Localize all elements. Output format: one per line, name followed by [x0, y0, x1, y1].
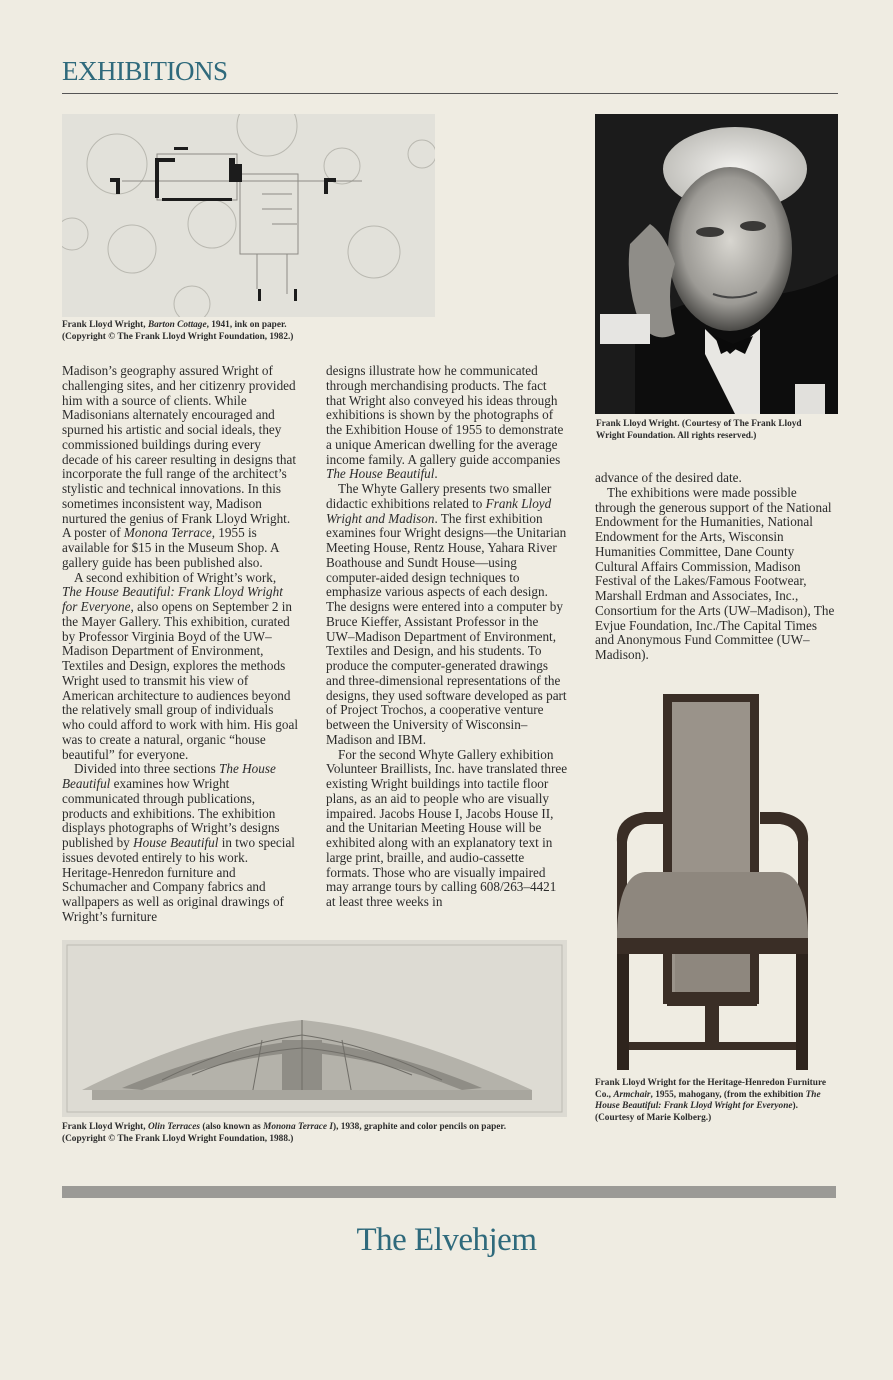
- armchair-caption-line2-mid: , 1955, mahogany, (from the exhibition: [650, 1089, 806, 1100]
- olin-caption-copyright: (Copyright © The Frank Lloyd Wright Foundation, 1988.): [62, 1133, 294, 1144]
- col2-p1-text-a: designs illustrate how he communicated through merchandising products. The fact that Wright also conveyed his ideas through exhibitions is shown by the photographs of the Exhibition House of 1955 to demonstrate a unique American dwelling for the average income family. A gallery guide accompanies: [326, 363, 564, 467]
- barton-cottage-drawing: [62, 114, 435, 317]
- armchair-caption-courtesy: (Courtesy of Marie Kolberg.): [595, 1112, 712, 1123]
- col3-paragraph-1: advance of the desired date.: [595, 470, 742, 485]
- section-title: EXHIBITIONS: [62, 56, 228, 86]
- col1-p3-title2: House Beautiful: [133, 835, 219, 850]
- portrait-caption: [596, 419, 841, 442]
- col1-paragraph-1: [62, 364, 299, 571]
- col2-p2-title: Frank Lloyd Wright and Madison: [326, 495, 552, 526]
- armchair-caption-exhibition-title: House Beautiful: Frank Lloyd Wright for Everyone: [595, 1101, 793, 1112]
- col1-p1-text-b: , 1955 is available for $15 in the Museum Shop. A gallery guide has been published also.: [62, 525, 279, 570]
- col1-p3-text-a: Divided into three sections: [74, 761, 220, 777]
- col1-p2-text-a: A second exhibition of Wright’s work,: [74, 569, 277, 585]
- portrait-caption-line1: Frank Lloyd Wright. (Courtesy of The Frank Lloyd: [596, 419, 802, 429]
- col1-paragraph-2: [62, 571, 299, 763]
- col2-p2-text-b: . The first exhibition examines four Wright designs—the Unitarian Meeting House, Rentz House, Yahara River Boathouse and Sundt House—using computer-aided design techniques to emphasize various aspects of each design. The designs were entered into a computer by Bruce Kieffer, Assistant Professor in the UW–Madison Department of Environment, Textiles and Design, and his students. To produce the computer-generated drawings and three-dimensional representations of the designs, they used software developed as part of Project Trochos, a cooperative venture between the University of Wisconsin–Madison and IBM.: [326, 510, 567, 747]
- armchair-caption-title2: The: [805, 1089, 821, 1100]
- col1-p2-title: The House Beautiful: Frank Lloyd Wright for Everyone: [62, 584, 283, 614]
- col2-p1-text-b: .: [434, 466, 438, 482]
- article-column-2: [326, 364, 568, 910]
- terrace-image: [62, 940, 567, 1117]
- article-column-1: [62, 364, 299, 925]
- col1-paragraph-3: [62, 762, 299, 924]
- armchair-photo: [605, 692, 820, 1072]
- armchair-image: [605, 692, 820, 1072]
- barton-caption: [62, 320, 442, 343]
- floor-plan-image: [62, 114, 435, 317]
- olin-terraces-drawing: [62, 940, 567, 1117]
- col3-paragraph-2: The exhibitions were made possible through the generous support of the National Endowment for the Humanities, National Endowment for the Arts, Wisconsin Humanities Committee, Dane County Cultural Affairs Commission, Madison Festival of the Lakes/Famous Footwear, Marshall Erdman and Associates, Inc., Consortium for the Arts (UW–Madison), The Evjue Foundation, Inc./The Capital Times and Anonymous Fund Committee (UW–Madison).: [595, 484, 835, 662]
- barton-caption-title: Barton Cottage: [147, 320, 207, 330]
- wright-portrait-photo: [595, 114, 838, 414]
- col2-paragraph-3: For the second Whyte Gallery exhibition Volunteer Braillists, Inc. have translated three existing Wright buildings into tactile floor plans, as an aid to people who are visually impaired. Jacobs House I, Jacobs House II, and the Unitarian Meeting House will be exhibited along with an explanatory text in large print, braille, and audio-cassette formats. Those who are visually impaired may arrange tours by calling 608/263–4421 at least three weeks in: [326, 746, 568, 909]
- olin-caption-pre: Frank Lloyd Wright,: [62, 1122, 148, 1132]
- col1-p3-title: The House Beautiful: [62, 761, 276, 791]
- olin-caption-post: ), 1938, graphite and color pencils on paper.: [332, 1122, 507, 1132]
- olin-caption-mid: (also known as: [200, 1122, 264, 1132]
- footer-bar: [62, 1186, 836, 1198]
- olin-caption-title2: Monona Terrace I: [263, 1122, 333, 1132]
- col1-p2-text-b: , also opens on September 2 in the Mayer Gallery. This exhibition, curated by Professor Virginia Boyd of the UW–Madison Department of Environment, Textiles and Design, explores the methods Wright used to transmit his view of American architecture to audiences beyond the relatively small group of individuals who could afford to work with him. His goal was to create a natural, organic “house beautiful” for everyone.: [62, 599, 299, 762]
- armchair-caption-title: Armchair: [613, 1089, 651, 1100]
- col2-paragraph-1: [326, 364, 568, 482]
- portrait-caption-line2: Wright Foundation. All rights reserved.): [596, 430, 757, 441]
- footer-title: The Elvehjem: [356, 1222, 537, 1258]
- olin-caption-title: Olin Terraces: [147, 1122, 201, 1132]
- col1-p3-text-b: examines how Wright communicated through publications, products and exhibitions. The exhibition displays photographs of Wright’s designs published by: [62, 776, 280, 850]
- col2-paragraph-2: [326, 482, 568, 748]
- armchair-caption-line2-pre: Co.,: [595, 1089, 614, 1100]
- armchair-caption-line1: Frank Lloyd Wright for the Heritage-Henredon Furniture: [595, 1078, 827, 1088]
- article-column-3: [595, 471, 839, 663]
- barton-caption-pre: Frank Lloyd Wright,: [62, 320, 148, 330]
- col1-p3-text-c: in two special issues devoted entirely to his work. Heritage-Henredon furniture and Schumacher and Company fabrics and wallpapers as well as original drawings of Wright’s furniture: [62, 835, 295, 924]
- header-rule: [62, 93, 838, 94]
- barton-caption-copyright: (Copyright © The Frank Lloyd Wright Foundation, 1982.): [62, 331, 294, 342]
- col2-p2-text-a: The Whyte Gallery presents two smaller didactic exhibitions related to: [326, 481, 552, 511]
- col2-p1-title: The House Beautiful: [326, 466, 435, 482]
- col1-p1-title: Monona Terrace: [123, 525, 212, 541]
- portrait-image: [595, 114, 838, 414]
- armchair-caption-line3-post: ).: [792, 1101, 798, 1112]
- armchair-caption: [595, 1078, 840, 1124]
- barton-caption-post: , 1941, ink on paper.: [206, 320, 287, 330]
- col1-p1-text-a: Madison’s geography assured Wright of challenging sites, and her citizenry provided him with a source of clients. While Madisonians alternately encouraged and spurned his artistic and social ideals, they commissioned buildings during every decade of his career resulting in designs that incorporate the full range of the architect’s stylistic and technical innovations. In this sometimes inconsistent way, Madison nurtured the genius of Frank Lloyd Wright. A poster of: [62, 363, 296, 541]
- olin-caption: [62, 1122, 582, 1145]
